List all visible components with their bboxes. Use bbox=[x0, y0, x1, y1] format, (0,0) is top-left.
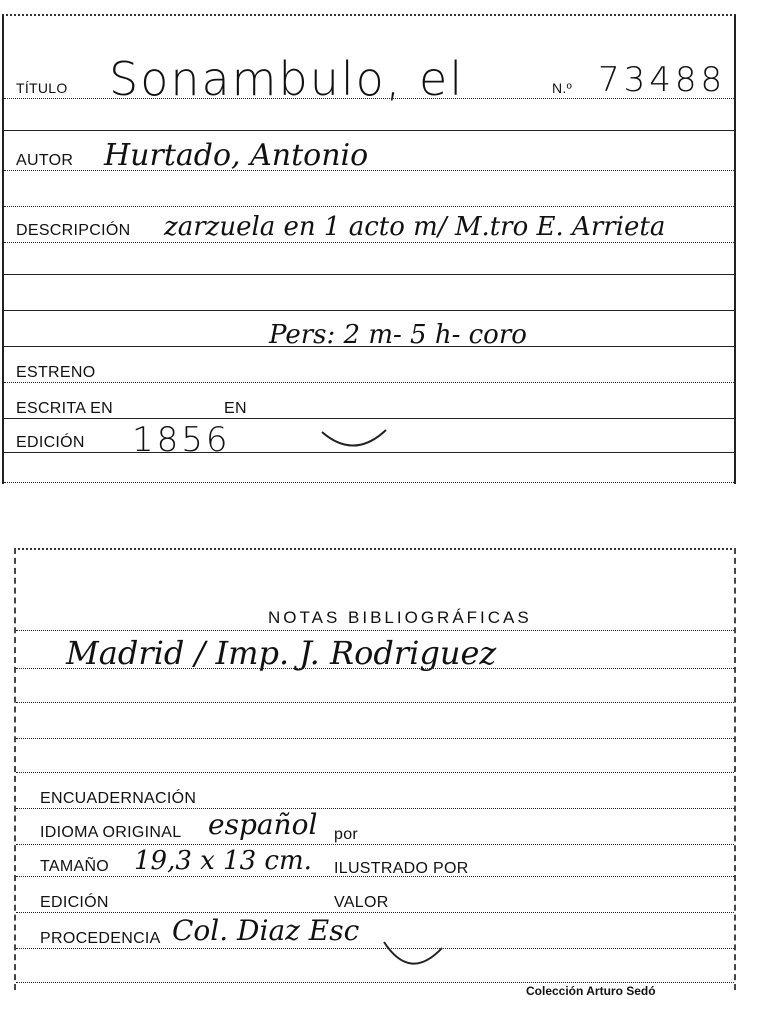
edicion-label: EDICIÓN bbox=[16, 434, 85, 451]
descripcion-label: DESCRIPCIÓN bbox=[16, 222, 131, 239]
rule-line bbox=[4, 482, 734, 483]
punch-hole-arc bbox=[380, 936, 450, 976]
rule-line bbox=[4, 310, 734, 311]
autor-value: Hurtado, Antonio bbox=[104, 138, 369, 173]
estreno-label: ESTRENO bbox=[16, 364, 96, 381]
autor-label: AUTOR bbox=[16, 152, 74, 169]
rule-line bbox=[16, 912, 734, 913]
rule-line bbox=[4, 382, 734, 383]
rule-line bbox=[16, 772, 734, 773]
encuadernacion-label: ENCUADERNACIÓN bbox=[40, 790, 197, 807]
descripcion-value: zarzuela en 1 acto m/ M.tro E. Arrieta bbox=[164, 212, 666, 242]
ilustrado-label: ILUSTRADO POR bbox=[334, 860, 469, 877]
notes-header: NOTAS BIBLIOGRÁFICAS bbox=[268, 608, 532, 627]
numero-value: 73488 bbox=[598, 60, 727, 100]
escrita-en-label: ESCRITA EN bbox=[16, 400, 113, 417]
rule-line bbox=[16, 738, 734, 739]
collection-footer: Colección Arturo Sedó bbox=[526, 984, 656, 998]
edicion-value: 1856 bbox=[132, 420, 231, 460]
descripcion-extra: Pers: 2 m- 5 h- coro bbox=[269, 320, 527, 350]
procedencia-value: Col. Diaz Esc bbox=[172, 914, 360, 947]
catalog-card-top bbox=[2, 14, 736, 484]
rule-line bbox=[16, 948, 734, 949]
rule-line bbox=[4, 242, 734, 243]
rule-line bbox=[4, 206, 734, 207]
tamano-label: TAMAÑO bbox=[40, 858, 110, 875]
rule-line bbox=[4, 274, 734, 275]
valor-label: VALOR bbox=[334, 894, 389, 911]
por-label: por bbox=[334, 826, 359, 843]
titulo-label: TÍTULO bbox=[16, 80, 68, 96]
numero-label: N.º bbox=[552, 80, 573, 96]
rule-line bbox=[16, 982, 734, 983]
notes-line1: Madrid / Imp. J. Rodriguez bbox=[66, 634, 497, 672]
idioma-value: español bbox=[208, 808, 318, 841]
idioma-label: IDIOMA ORIGINAL bbox=[40, 824, 182, 841]
procedencia-label: PROCEDENCIA bbox=[40, 930, 161, 947]
rule-line bbox=[16, 702, 734, 703]
punch-hole-arc bbox=[316, 408, 396, 448]
rule-line bbox=[16, 808, 734, 809]
rule-line bbox=[16, 630, 734, 631]
rule-line bbox=[4, 130, 734, 131]
titulo-value: Sonambulo, el bbox=[109, 52, 465, 106]
rule-line bbox=[16, 668, 734, 669]
edicion2-label: EDICIÓN bbox=[40, 894, 109, 911]
rule-line bbox=[4, 452, 734, 453]
en-label: EN bbox=[224, 400, 247, 417]
tamano-value: 19,3 x 13 cm. bbox=[134, 846, 312, 876]
rule-line bbox=[16, 844, 734, 845]
catalog-card-bottom bbox=[14, 548, 736, 998]
